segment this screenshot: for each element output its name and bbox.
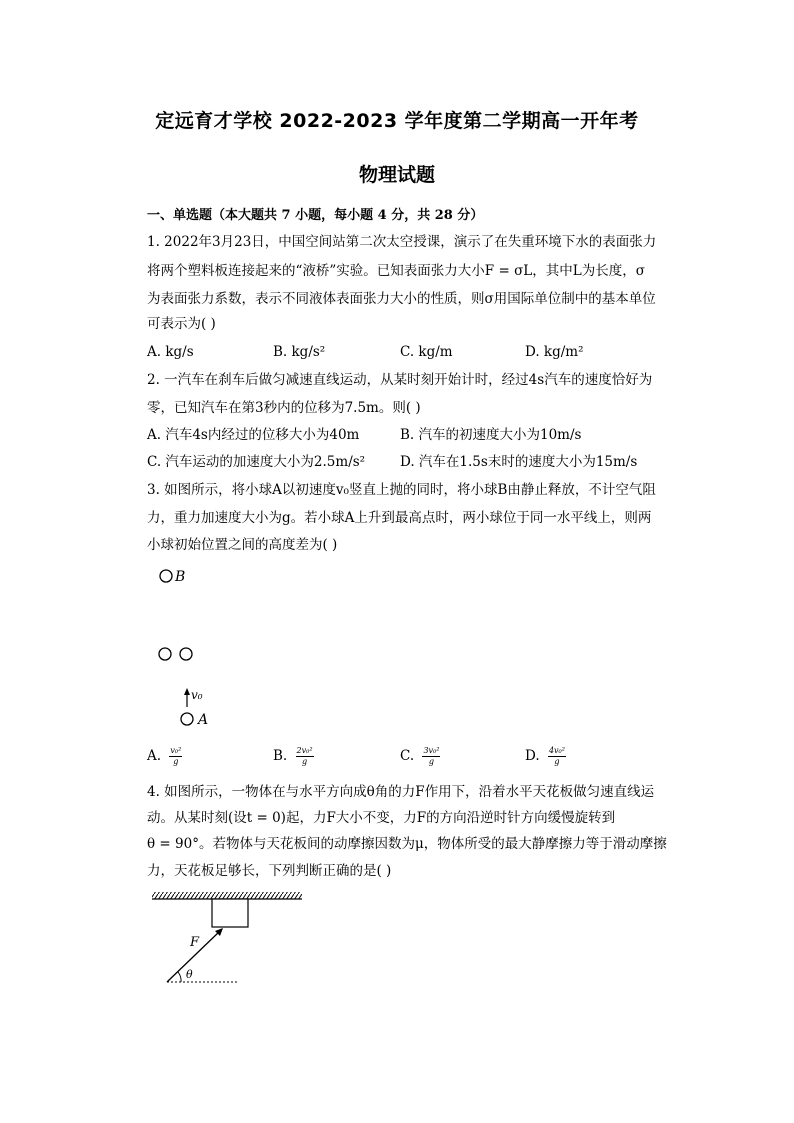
q2-line-2: 零，已知汽车在第3秒内的位移为7.5m。则( ) — [147, 400, 421, 416]
q3-option-c-denominator: g — [428, 757, 435, 766]
q3-line-2: 力，重力加速度大小为g。若小球A上升到最高点时，两小球位于同一水平线上，则两 — [147, 510, 652, 526]
ball-a-label: A — [198, 712, 209, 728]
ceiling-hatch — [152, 892, 302, 899]
q3-option-d: D. $\frac{\text{4v₀²}}{g}$ — [525, 746, 565, 766]
block — [212, 899, 248, 927]
q1-option-d: D. kg/m² — [525, 344, 584, 360]
q3-line-3: 小球初始位置之间的高度差为( ) — [147, 537, 338, 553]
velocity-arrowhead — [184, 688, 190, 695]
q1-line-1: 1. 2022年3月23日，中国空间站第二次太空授课，演示了在失重环境下水的表面张力 — [147, 234, 657, 250]
velocity-label: v₀ — [191, 688, 203, 702]
q4-line-1: 4. 如图所示，一物体在与水平方向成θ角的力F作用下，沿着水平天花板做匀速直线运 — [147, 784, 655, 800]
q2-option-d: D. 汽车在1.5s末时的速度大小为15m/s — [400, 454, 638, 470]
q2-option-b: B. 汽车的初速度大小为10m/s — [400, 427, 582, 443]
q3-option-b-numerator: 2v₀² — [296, 746, 313, 755]
force-label: F — [190, 935, 200, 950]
q4-line-3: θ = 90°。若物体与天花板间的动摩擦因数为μ，物体所受的最大静摩擦力等于滑动摩擦 — [147, 836, 667, 852]
q2-option-a: A. 汽车4s内经过的位移大小为40m — [147, 427, 360, 443]
q4-line-2: 动。从某时刻(设t = 0)起，力F大小不变，力F的方向沿逆时针方向缓慢旋转到 — [147, 810, 616, 826]
ball-a-circle — [181, 713, 193, 725]
q3-option-a-denominator: g — [173, 757, 179, 766]
q1-option-b: B. kg/s² — [273, 344, 326, 360]
q3-option-a: A. $\frac{\text{v₀²}}{g}$ — [147, 746, 182, 766]
q1-line-2: 将两个塑料板连接起来的“液桥”实验。已知表面张力大小F = σL，其中L为长度，σ — [147, 263, 645, 279]
exam-subtitle: 物理试题 — [358, 164, 435, 186]
q1-option-c: C. kg/m — [400, 344, 453, 360]
q3-line-1: 3. 如图所示，将小球A以初速度v₀竖直上抛的同时，将小球B由静止释放，不计空气阻 — [147, 482, 656, 498]
q3-option-b-denominator: g — [301, 757, 308, 766]
q3-option-b: B. $\frac{\text{2v₀²}}{g}$ — [273, 746, 313, 766]
angle-arc — [178, 972, 181, 982]
q2-line-1: 2. 一汽车在刹车后做匀减速直线运动，从某时刻开始计时，经过4s汽车的速度恰好为 — [147, 372, 653, 388]
q1-line-4: 可表示为( ) — [147, 316, 216, 332]
q1-option-a: A. kg/s — [147, 344, 194, 360]
q1-line-3: 为表面张力系数，表示不同液体表面张力大小的性质，则σ用国际单位制中的基本单位 — [147, 291, 656, 307]
q3-option-d-numerator: 4v₀² — [548, 746, 565, 755]
exam-title: 定远育才学校 2022-2023 学年度第二学期高一开年考 — [155, 110, 639, 132]
q3-option-c: C. $\frac{\text{3v₀²}}{g}$ — [400, 746, 440, 766]
q2-option-c: C. 汽车运动的加速度大小为2.5m/s² — [147, 454, 366, 470]
ball-b-label: B — [175, 569, 186, 585]
q4-line-4: 力，天花板足够长，下列判断正确的是( ) — [147, 863, 392, 879]
q3-option-d-denominator: g — [554, 757, 560, 766]
theta-label: θ — [186, 968, 193, 981]
q3-ball-figure — [150, 562, 230, 732]
section-heading: 一、单选题（本大题共 7 小题，每小题 4 分，共 28 分） — [147, 208, 484, 223]
ball-circle-right — [180, 648, 192, 660]
ball-b-circle — [160, 570, 172, 582]
q4-ceiling-figure — [150, 888, 310, 988]
q3-option-c-numerator: 3v₀² — [423, 746, 440, 755]
ball-circle-left — [159, 648, 171, 660]
q3-option-a-numerator: v₀² — [170, 746, 182, 755]
